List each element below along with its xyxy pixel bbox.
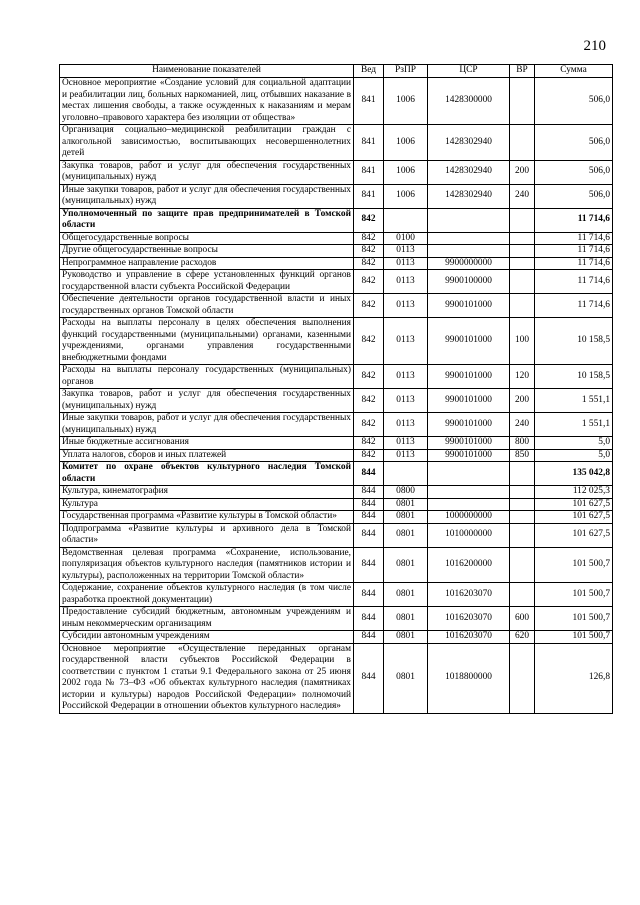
- cell-name: Расходы на выплаты персоналу государственных (муниципальных) органов: [60, 365, 354, 389]
- cell-sum: 10 158,5: [535, 365, 613, 389]
- cell-ved: 842: [354, 413, 384, 437]
- table-row: [60, 257, 613, 270]
- table-row: [60, 547, 613, 583]
- table-row: [60, 245, 613, 258]
- cell-sum: 101 500,7: [535, 547, 613, 583]
- cell-ved: 841: [354, 78, 384, 125]
- cell-rzpr: [384, 208, 428, 232]
- table-row: [60, 631, 613, 644]
- header-csr: ЦСР: [428, 65, 510, 78]
- cell-rzpr: 0113: [384, 270, 428, 294]
- cell-csr: 1000000000: [428, 511, 510, 524]
- cell-sum: 11 714,6: [535, 270, 613, 294]
- cell-sum: 101 627,5: [535, 523, 613, 547]
- cell-rzpr: 0113: [384, 437, 428, 450]
- cell-ved: 841: [354, 160, 384, 184]
- cell-csr: 1018800000: [428, 643, 510, 713]
- cell-vr: 200: [510, 160, 535, 184]
- cell-sum: 101 500,7: [535, 631, 613, 644]
- cell-vr: [510, 245, 535, 258]
- cell-rzpr: 0113: [384, 389, 428, 413]
- cell-name: Основное мероприятие «Создание условий для социальной адаптации и реабилитации лиц, больных наркоманией, лиц, отбывших наказание в местах лишения свободы, а также осужденных к наказаниям и мерам уголовно–правового характера без изоляции от общества»: [60, 78, 354, 125]
- cell-sum: 506,0: [535, 184, 613, 208]
- cell-csr: 1010000000: [428, 523, 510, 547]
- cell-ved: 844: [354, 631, 384, 644]
- cell-sum: 11 714,6: [535, 232, 613, 245]
- cell-name: Основное мероприятие «Осуществление переданных органам государственной власти субъектов Российской Федерации в соответствии с пунктом 1 статьи 9.1 Федерального закона от 25 июня 2002 года № 73–ФЗ «Об объектах культурного наследия (памятниках истории и культуры) народов Российской Федерации» полномочий Российской Федерации в отношении объектов культурного наследия»: [60, 643, 354, 713]
- cell-sum: 11 714,6: [535, 208, 613, 232]
- table-row: [60, 498, 613, 511]
- cell-sum: 506,0: [535, 78, 613, 125]
- cell-name: Уплата налогов, сборов и иных платежей: [60, 449, 354, 462]
- cell-ved: 842: [354, 257, 384, 270]
- cell-vr: [510, 523, 535, 547]
- cell-name: Содержание, сохранение объектов культурного наследия (в том числе разработка проектной документации): [60, 583, 354, 607]
- cell-rzpr: 0801: [384, 607, 428, 631]
- cell-ved: 844: [354, 498, 384, 511]
- cell-name: Другие общегосударственные вопросы: [60, 245, 354, 258]
- cell-name: Иные бюджетные ассигнования: [60, 437, 354, 450]
- cell-ved: 842: [354, 294, 384, 318]
- cell-csr: 9900101000: [428, 294, 510, 318]
- cell-csr: 1428302940: [428, 125, 510, 161]
- cell-csr: 1428302940: [428, 160, 510, 184]
- cell-rzpr: 0801: [384, 583, 428, 607]
- cell-vr: 240: [510, 413, 535, 437]
- cell-ved: 844: [354, 547, 384, 583]
- budget-table: [59, 64, 613, 714]
- table-row: [60, 607, 613, 631]
- cell-name: Непрограммное направление расходов: [60, 257, 354, 270]
- table-row: [60, 125, 613, 161]
- cell-ved: 842: [354, 208, 384, 232]
- cell-csr: 1428302940: [428, 184, 510, 208]
- table-row: [60, 486, 613, 499]
- table-row: [60, 449, 613, 462]
- cell-csr: 9900100000: [428, 270, 510, 294]
- cell-vr: [510, 643, 535, 713]
- cell-name: Закупка товаров, работ и услуг для обеспечения государственных (муниципальных) нужд: [60, 389, 354, 413]
- cell-ved: 842: [354, 365, 384, 389]
- cell-name: Предоставление субсидий бюджетным, автономным учреждениям и иным некоммерческим организациям: [60, 607, 354, 631]
- cell-name: Иные закупки товаров, работ и услуг для обеспечения государственных (муниципальных) нужд: [60, 413, 354, 437]
- cell-ved: 842: [354, 318, 384, 365]
- cell-name: Общегосударственные вопросы: [60, 232, 354, 245]
- cell-rzpr: 0801: [384, 511, 428, 524]
- header-name: Наименование показателей: [60, 65, 354, 78]
- cell-vr: [510, 486, 535, 499]
- table-header-row: [60, 65, 613, 78]
- cell-rzpr: 0801: [384, 643, 428, 713]
- cell-vr: [510, 462, 535, 486]
- cell-sum: 11 714,6: [535, 245, 613, 258]
- cell-ved: 844: [354, 523, 384, 547]
- cell-csr: 9900101000: [428, 449, 510, 462]
- cell-csr: 1016203070: [428, 583, 510, 607]
- cell-sum: 506,0: [535, 125, 613, 161]
- table-row: [60, 365, 613, 389]
- table-row: [60, 318, 613, 365]
- cell-sum: 1 551,1: [535, 389, 613, 413]
- cell-name: Закупка товаров, работ и услуг для обеспечения государственных (муниципальных) нужд: [60, 160, 354, 184]
- cell-rzpr: 0100: [384, 232, 428, 245]
- table-body: [60, 78, 613, 714]
- cell-vr: 200: [510, 389, 535, 413]
- cell-sum: 11 714,6: [535, 294, 613, 318]
- cell-rzpr: 0801: [384, 547, 428, 583]
- cell-ved: 841: [354, 125, 384, 161]
- cell-ved: 842: [354, 449, 384, 462]
- cell-vr: [510, 232, 535, 245]
- cell-name: Обеспечение деятельности органов государственной власти и иных государственных органов Томской области: [60, 294, 354, 318]
- cell-csr: 1016203070: [428, 607, 510, 631]
- cell-csr: [428, 245, 510, 258]
- cell-name: Руководство и управление в сфере установленных функций органов государственной власти субъекта Российской Федерации: [60, 270, 354, 294]
- cell-vr: 620: [510, 631, 535, 644]
- cell-vr: [510, 294, 535, 318]
- cell-name: Государственная программа «Развитие культуры в Томской области»: [60, 511, 354, 524]
- cell-csr: 9900101000: [428, 389, 510, 413]
- cell-ved: 842: [354, 270, 384, 294]
- cell-sum: 11 714,6: [535, 257, 613, 270]
- cell-vr: 100: [510, 318, 535, 365]
- cell-ved: 844: [354, 511, 384, 524]
- cell-rzpr: 1006: [384, 125, 428, 161]
- cell-csr: 9900101000: [428, 413, 510, 437]
- cell-vr: 600: [510, 607, 535, 631]
- cell-vr: [510, 498, 535, 511]
- cell-name: Иные закупки товаров, работ и услуг для обеспечения государственных (муниципальных) нужд: [60, 184, 354, 208]
- cell-sum: 112 025,3: [535, 486, 613, 499]
- cell-rzpr: 1006: [384, 78, 428, 125]
- cell-name: Уполномоченный по защите прав предпринимателей в Томской области: [60, 208, 354, 232]
- cell-rzpr: 0113: [384, 257, 428, 270]
- cell-name: Подпрограмма «Развитие культуры и архивного дела в Томской области»: [60, 523, 354, 547]
- cell-name: Организация социально–медицинской реабилитации граждан с алкогольной зависимостью, воспитывающих несовершеннолетних детей: [60, 125, 354, 161]
- cell-rzpr: 0113: [384, 318, 428, 365]
- table-row: [60, 511, 613, 524]
- cell-vr: [510, 125, 535, 161]
- cell-ved: 842: [354, 437, 384, 450]
- cell-sum: 10 158,5: [535, 318, 613, 365]
- cell-ved: 844: [354, 462, 384, 486]
- cell-ved: 842: [354, 232, 384, 245]
- cell-ved: 842: [354, 245, 384, 258]
- cell-csr: [428, 208, 510, 232]
- cell-vr: [510, 511, 535, 524]
- cell-ved: 844: [354, 643, 384, 713]
- table-row: [60, 437, 613, 450]
- cell-name: Расходы на выплаты персоналу в целях обеспечения выполнения функций государственными (муниципальными) органами, казенными учреждениями, органами управления государственными внебюджетными фондами: [60, 318, 354, 365]
- table-row: [60, 208, 613, 232]
- cell-sum: 135 042,8: [535, 462, 613, 486]
- cell-rzpr: 0113: [384, 413, 428, 437]
- cell-rzpr: 0801: [384, 523, 428, 547]
- cell-vr: [510, 257, 535, 270]
- cell-ved: 841: [354, 184, 384, 208]
- cell-sum: 1 551,1: [535, 413, 613, 437]
- cell-vr: 850: [510, 449, 535, 462]
- cell-name: Культура, кинематография: [60, 486, 354, 499]
- cell-csr: [428, 232, 510, 245]
- header-rzpr: РзПР: [384, 65, 428, 78]
- cell-csr: [428, 462, 510, 486]
- table-row: [60, 462, 613, 486]
- cell-csr: 9900000000: [428, 257, 510, 270]
- cell-rzpr: 0113: [384, 449, 428, 462]
- cell-csr: 9900101000: [428, 318, 510, 365]
- cell-name: Субсидии автономным учреждениям: [60, 631, 354, 644]
- cell-name: Ведомственная целевая программа «Сохранение, использование, популяризация объектов культурного наследия (памятников истории и культуры), расположенных на территории Томской области»: [60, 547, 354, 583]
- cell-name: Культура: [60, 498, 354, 511]
- cell-ved: 844: [354, 607, 384, 631]
- header-ved: Вед: [354, 65, 384, 78]
- cell-rzpr: 0801: [384, 498, 428, 511]
- cell-rzpr: 1006: [384, 184, 428, 208]
- cell-csr: 9900101000: [428, 437, 510, 450]
- cell-vr: [510, 583, 535, 607]
- table-row: [60, 389, 613, 413]
- page-number: 210: [583, 38, 606, 54]
- table-row: [60, 523, 613, 547]
- cell-csr: [428, 486, 510, 499]
- cell-name: Комитет по охране объектов культурного наследия Томской области: [60, 462, 354, 486]
- cell-vr: 800: [510, 437, 535, 450]
- table-row: [60, 583, 613, 607]
- table-row: [60, 232, 613, 245]
- table-row: [60, 160, 613, 184]
- header-sum: Сумма: [535, 65, 613, 78]
- cell-sum: 101 500,7: [535, 607, 613, 631]
- cell-vr: [510, 208, 535, 232]
- cell-vr: [510, 547, 535, 583]
- cell-rzpr: 0113: [384, 245, 428, 258]
- cell-sum: 506,0: [535, 160, 613, 184]
- cell-sum: 101 627,5: [535, 498, 613, 511]
- cell-csr: 1428300000: [428, 78, 510, 125]
- table-row: [60, 270, 613, 294]
- table-row: [60, 643, 613, 713]
- cell-sum: 5,0: [535, 437, 613, 450]
- cell-vr: 240: [510, 184, 535, 208]
- cell-rzpr: 0113: [384, 365, 428, 389]
- cell-rzpr: 1006: [384, 160, 428, 184]
- table-row: [60, 294, 613, 318]
- cell-rzpr: [384, 462, 428, 486]
- cell-rzpr: 0800: [384, 486, 428, 499]
- cell-sum: 101 627,5: [535, 511, 613, 524]
- cell-csr: 1016203070: [428, 631, 510, 644]
- cell-vr: [510, 78, 535, 125]
- cell-ved: 842: [354, 389, 384, 413]
- cell-rzpr: 0801: [384, 631, 428, 644]
- cell-ved: 844: [354, 583, 384, 607]
- cell-csr: 1016200000: [428, 547, 510, 583]
- header-vr: ВР: [510, 65, 535, 78]
- cell-ved: 844: [354, 486, 384, 499]
- cell-sum: 101 500,7: [535, 583, 613, 607]
- table-row: [60, 184, 613, 208]
- cell-csr: [428, 498, 510, 511]
- cell-sum: 5,0: [535, 449, 613, 462]
- table-row: [60, 78, 613, 125]
- cell-rzpr: 0113: [384, 294, 428, 318]
- cell-sum: 126,8: [535, 643, 613, 713]
- cell-vr: 120: [510, 365, 535, 389]
- cell-vr: [510, 270, 535, 294]
- cell-csr: 9900101000: [428, 365, 510, 389]
- table-row: [60, 413, 613, 437]
